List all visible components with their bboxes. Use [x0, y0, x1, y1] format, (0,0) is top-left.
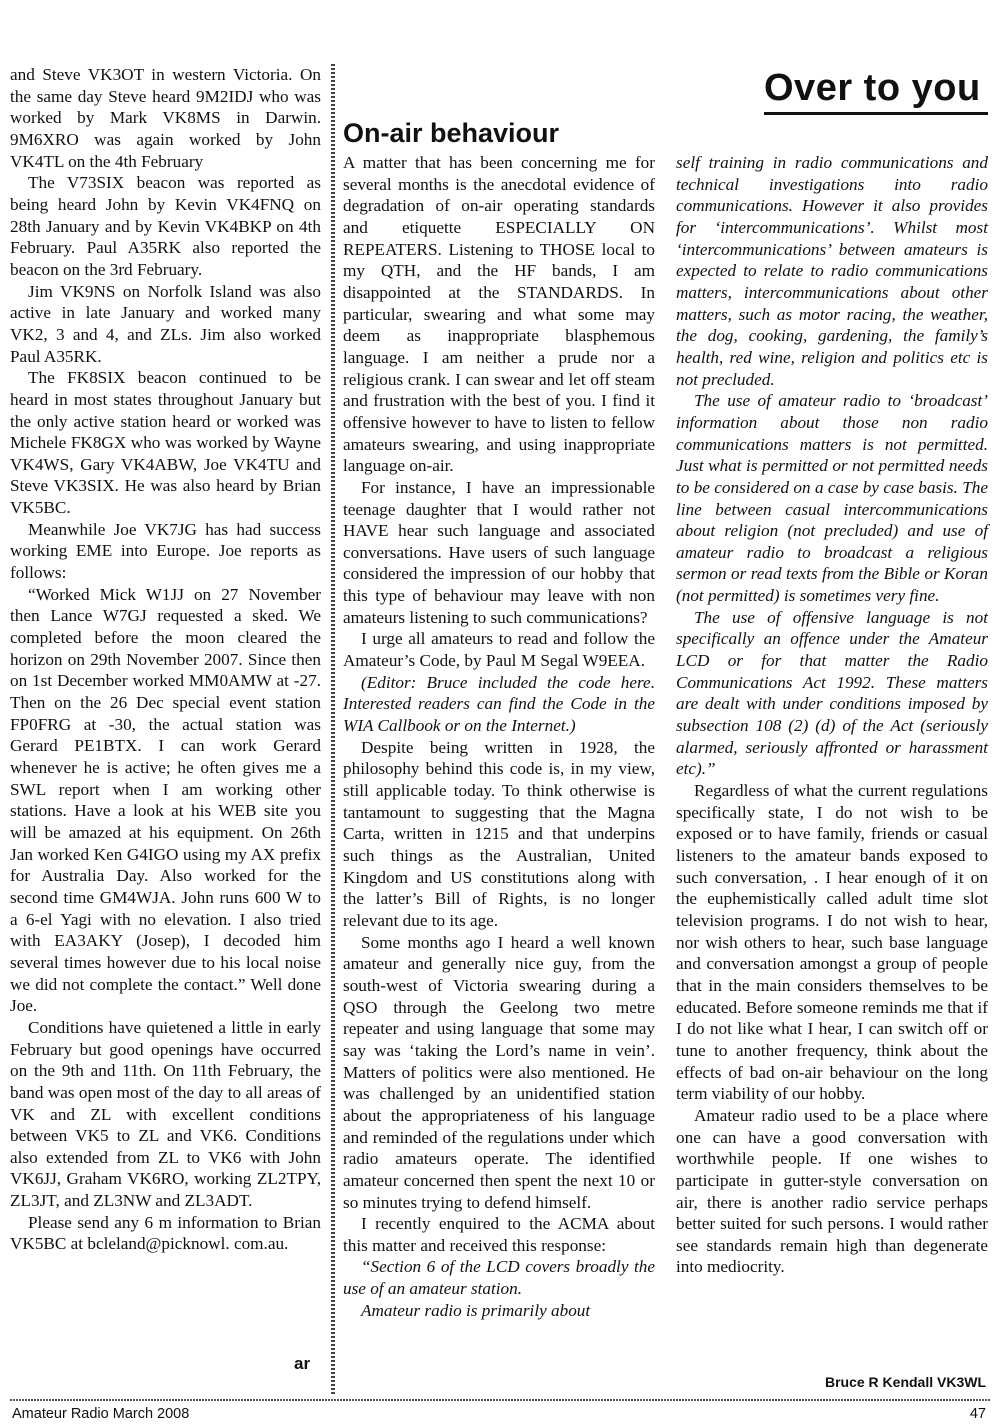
quoted-response: The use of amateur radio to ‘broadcast’ information about those non radio communications matters is not permitted. Just what is permitted or not permitted needs to be considered on a case by case basis. The line between casual intercommunications about religion (not precluded) and use of amateur radio to broadcast a religious sermon or read texts from the Bible or Koran (not permitted) is sometimes very fine. [676, 391, 988, 606]
paragraph: A matter that has been concerning me for several months is the anecdotal evidence of degradation of on-air operating standards and etiquette ESPECIALLY ON REPEATERS. Listening to THOSE local to my QTH, and the HF bands, I am disappointed at the STANDARDS. In particular, swearing and what some may deem as inappropriate blasphemous language. I am neither a prude nor a religious crank. I can swear and let off steam and frustration with the best of you. I find it offensive however to have to listen to fellow amateurs swearing, and using inappropriate language on-air. [343, 153, 655, 476]
quoted-response: “Section 6 of the LCD covers broadly the use of an amateur station. [343, 1257, 655, 1299]
paragraph: Regardless of what the current regulations specifically state, I do not wish to be exposed or to have family, friends or casual listeners to the amateur bands exposed to such conversation, . I hear enough of it on the euphemistically called adult time slot television programs. I do not wish to hear, nor wish others to hear, such base language and conversation amongst a group of people that in the main considers themselves to be educated. Before someone reminds me that if I do not like what I hear, I can switch off or tune to another frequency, think about the effects of bad on-air behaviour on the long term viability of our hobby. [676, 781, 988, 1104]
paragraph: and Steve VK3OT in western Victoria. On the same day Steve heard 9M2IDJ who was worked by Mark VK8MS in Darwin. 9M6XRO was again worked by John VK4TL on the 4th February [10, 65, 321, 171]
section-title: Over to you [764, 67, 981, 109]
author-signature: Bruce R Kendall VK3WL [824, 1374, 986, 1390]
paragraph: Amateur radio used to be a place where one can have a good conversation with worthwhile people. If one wishes to participate in gutter-style conversation on air, there is another radio service perhaps better suited for such persons. I would rather see standards remain high than degenerate into mediocrity. [676, 1105, 988, 1277]
paragraph: For instance, I have an impressionable teenage daughter that I would rather not HAVE hear such language and associated conversations. Have users of such language considered the impression of our hobby that this type of behaviour may leave with non amateurs listening to such communications? [343, 477, 655, 627]
editor-note: (Editor: Bruce included the code here. Interested readers can find the Code in the WIA Callbook or on the Internet.) [343, 672, 655, 736]
paragraph: Please send any 6 m information to Brian VK5BC at bcleland@picknowl. com.au. [10, 1212, 321, 1254]
column-gap [664, 152, 668, 1394]
end-of-article-mark: ar [294, 1354, 311, 1373]
paragraph: Despite being written in 1928, the philosophy behind this code is, in my view, still applicable today. To think otherwise is tantamount to suggesting that the Magna Carta, written in 1215 and that underpins such things as the Australian, United Kingdom and US constitutions along with the latter’s Bill of Rights, is no longer relevant due to its age. [343, 737, 655, 930]
paragraph: I urge all amateurs to read and follow the Amateur’s Code, by Paul M Segal W9EEA. [343, 629, 655, 671]
column-3 [676, 152, 988, 1278]
paragraph: “Worked Mick W1JJ on 27 November then Lance W7GJ requested a sked. We completed before the moon cleared the horizon on 29th November 2007. Since then on 1st December worked MM0AMW at -27. Then on the 26 Dec special event station FP0FRG at -30, the actual station was Gerard PE1BTX. I can work Gerard whenever he is active; he often gives me a SWL report when I am working other stations. Have a look at his WEB site you will be amazed at his equipment. On 26th Jan worked Ken G4IGO using my AX prefix for Australia Day. Also worked for the second time GM4WJA. John runs 600 W to a 6-el Yagi with no elevation. I also tried with EA3AKY (Josep), I decoded him several times however due to his local noise we did not complete the contact.” Well done Joe. [10, 584, 321, 1016]
paragraph: Meanwhile Joe VK7JG has had success working EME into Europe. Joe reports as follows: [10, 519, 321, 583]
paragraph: Conditions have quietened a little in early February but good openings have occurred on the 9th and 11th. On 11th February, the band was open most of the day to all areas of VK and ZL with excellent conditions between VK5 to ZL and VK6. Conditions also extended from ZL to VK6 with John VK6JJ, Graham VK6RO, working ZL2TPY, ZL3JT, and ZL3NW and ZL3ADT. [10, 1017, 321, 1211]
quoted-response: Amateur radio is primarily about [361, 1300, 591, 1320]
quoted-response: self training in radio communications and technical investigations into radio communications. However it also provides for ‘intercommunications’. Whilst most ‘intercommunications’ between amateurs is expected to relate to radio communications matters, intercommunications about other matters, such as motor racing, the weather, the dog, cooking, gardening, the family’s health, red wine, religion and politics etc is not precluded. [676, 153, 988, 389]
column-1 [10, 64, 321, 1255]
column-divider [331, 64, 335, 1394]
footer-divider [10, 1399, 990, 1401]
page-number: 47 [969, 1406, 986, 1422]
section-title-underline [764, 112, 988, 115]
column-2 [343, 152, 655, 1321]
footer-publication: Amateur Radio March 2008 [12, 1406, 190, 1422]
paragraph: I recently enquired to the ACMA about this matter and received this response: [343, 1214, 655, 1255]
paragraph: Some months ago I heard a well known amateur and generally nice guy, from the south-west of Victoria swearing during a QSO through the Geelong two metre repeater and using language that some may say was ‘taking the Lord’s name in vein’. Matters of politics were also mentioned. He was challenged by an unidentified station about the appropriateness of his language and reminded of the regulations under which radio amateurs operate. The identified amateur concerned then spent the next 10 or so minutes trying to defend himself. [343, 932, 655, 1212]
quoted-response: The use of offensive language is not specifically an offence under the Amateur LCD or for that matter the Radio Communications Act 1992. These matters are dealt with under conditions imposed by subsection 108 (2) (d) of the Act (seriously alarmed, seriously affronted or harassment etc).” [676, 607, 988, 779]
paragraph: Jim VK9NS on Norfolk Island was also active in late January and worked many VK2, 3 and 4, and ZLs. Jim also worked Paul A35RK. [10, 281, 321, 366]
article-title: On-air behaviour [343, 118, 560, 148]
paragraph: The V73SIX beacon was reported as being heard John by Kevin VK4FNQ on 28th January and by Kevin VK4BKP on 4th February. Paul A35RK also reported the beacon on the 3rd February. [10, 173, 321, 279]
paragraph: The FK8SIX beacon continued to be heard in most states throughout January but the only active station heard or worked was Michele FK8GX who was worked by Wayne VK4WS, Gary VK4ABW, Joe VK4TU and Steve VK3SIX. He was also heard by Brian VK5BC. [10, 368, 321, 518]
